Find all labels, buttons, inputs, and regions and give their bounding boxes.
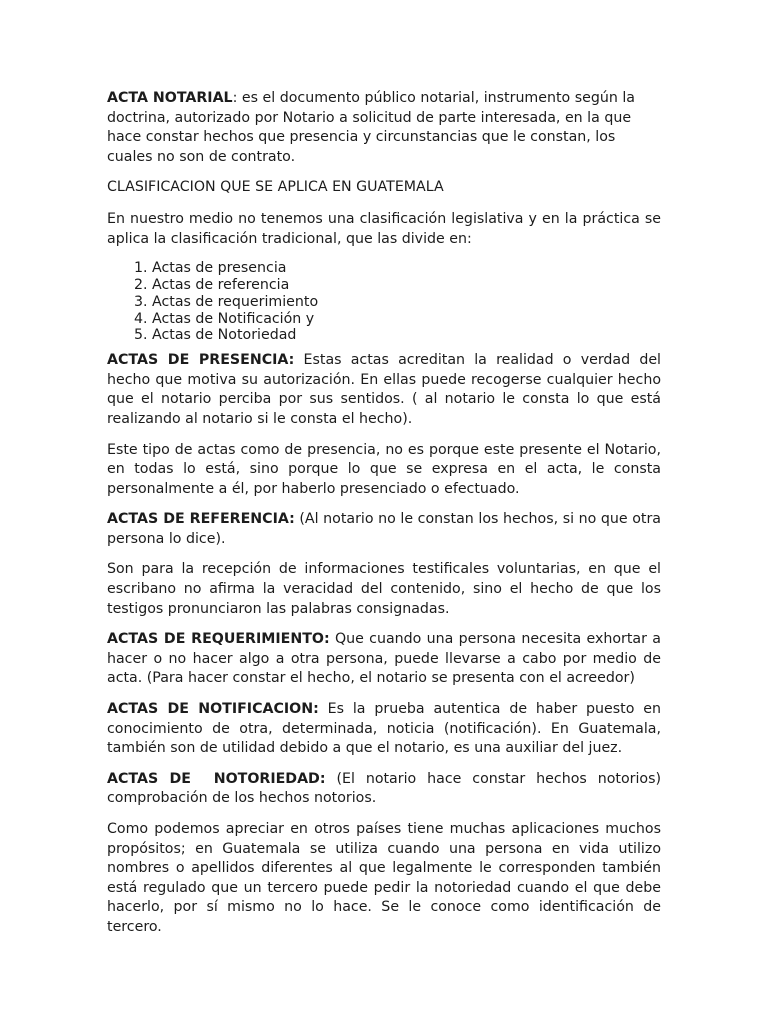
notificacion-term: ACTAS DE NOTIFICACION: bbox=[107, 701, 319, 718]
referencia-term: ACTAS DE REFERENCIA: bbox=[107, 511, 295, 528]
notoriedad-term: ACTAS DE NOTORIEDAD: bbox=[107, 770, 326, 787]
intro-paragraph bbox=[107, 89, 661, 167]
classification-heading: CLASIFICACION QUE SE APLICA EN GUATEMALA bbox=[107, 179, 444, 196]
notoriedad-text: (El notario hace constar hechos notorios) comprobación de los hechos notorios. bbox=[107, 770, 662, 807]
notificacion-text: Es la prueba autentica de haber puesto en conocimiento de otra, determinada, noticia (notificación). En Guatemala, también son de utilidad debido a que el notario, es una auxiliar del juez. bbox=[107, 701, 661, 757]
list-item: 3. Actas de requerimiento bbox=[152, 294, 661, 311]
classification-paragraph: En nuestro medio no tenemos una clasificación legislativa y en la práctica se aplica la clasificación tradicional, que las divide en: bbox=[107, 210, 661, 247]
notificacion-paragraph bbox=[107, 700, 661, 759]
list-item: 4. Actas de Notificación y bbox=[152, 311, 661, 328]
presencia-extra-paragraph: Este tipo de actas como de presencia, no es porque este presente el Notario, en todas lo está, sino porque lo que se expresa en el acta, le consta personalmente a él, por haberlo presenciado o efectuado. bbox=[107, 441, 661, 497]
notoriedad-extra-paragraph: Como podemos apreciar en otros países tiene muchas aplicaciones muchos propósitos; en Guatemala se utiliza cuando una persona en vida utilizo nombres o apellidos diferentes al que legalmente le corresponden también está regulado que un tercero puede pedir la notoriedad cuando el que debe hacerlo, por sí mismo no lo hace. Se le conoce como identificación de tercero. bbox=[107, 821, 661, 935]
intro-term: ACTA NOTARIAL bbox=[107, 90, 233, 106]
presencia-term: ACTAS DE PRESENCIA: bbox=[107, 352, 295, 369]
list-item: 1. Actas de presencia bbox=[152, 260, 661, 277]
list-item: 5. Actas de Notoriedad bbox=[152, 327, 661, 344]
referencia-text: (Al notario no le constan los hechos, si no que otra persona lo dice). bbox=[107, 511, 661, 547]
presencia-paragraph bbox=[107, 351, 661, 429]
referencia-extra-paragraph: Son para la recepción de informaciones testificales voluntarias, en que el escribano no afirma la veracidad del contenido, sino el hecho de que los testigos pronunciaron las palabras consignadas. bbox=[107, 561, 661, 617]
intro-text: : es el documento público notarial, instrumento según la doctrina, autorizado por Notario a solicitud de parte interesada, en la que hace constar hechos que presencia y circunstancias que le constan, los cuales no son de contrato. bbox=[107, 90, 635, 165]
requerimiento-paragraph bbox=[107, 630, 661, 689]
list-item: 2. Actas de referencia bbox=[152, 277, 661, 294]
types-list bbox=[107, 260, 661, 344]
requerimiento-text: Que cuando una persona necesita exhortar a hacer o no hacer algo a otra persona, puede llevarse a cabo por medio de acta. (Para hacer constar el hecho, el notario se presenta con el acreedor) bbox=[107, 631, 661, 687]
referencia-paragraph bbox=[107, 510, 661, 549]
presencia-text: Estas actas acreditan la realidad o verdad del hecho que motiva su autorización. En ellas puede recogerse cualquier hecho que el notario perciba por sus sentidos. ( al notario le consta lo que está realizando al notario si le consta el hecho). bbox=[107, 352, 661, 427]
requerimiento-term: ACTAS DE REQUERIMIENTO: bbox=[107, 631, 330, 648]
notoriedad-paragraph bbox=[107, 770, 661, 809]
document-page bbox=[107, 89, 661, 949]
